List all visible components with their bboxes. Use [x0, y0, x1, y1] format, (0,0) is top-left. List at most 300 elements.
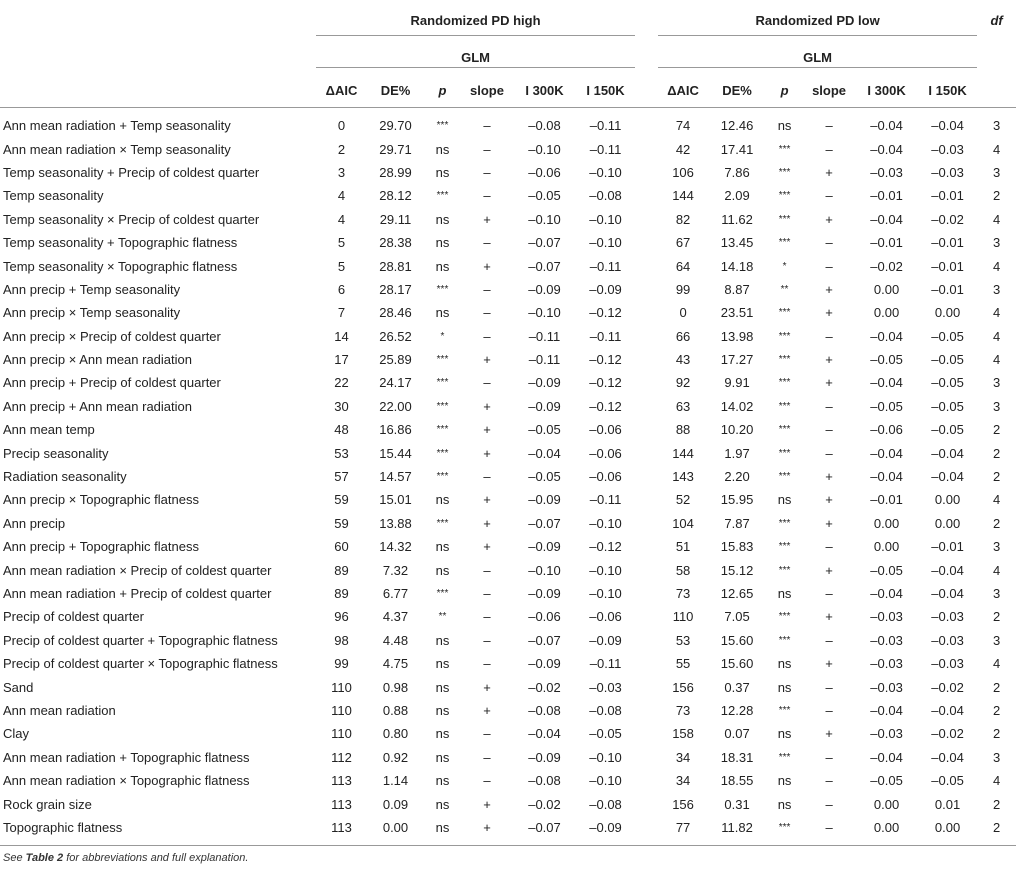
table-row [0, 137, 1016, 160]
de-low-cell: 2.09 [724, 188, 750, 204]
de-low-cell: 15.95 [720, 492, 754, 508]
de-high-cell: 28.99 [379, 164, 412, 180]
i150k-high-cell: –0.11 [589, 492, 622, 508]
group-spacer [635, 371, 658, 394]
df-cell: 3 [992, 398, 1001, 414]
col-header-de-high: DE% [367, 74, 424, 108]
daic-high-cell: 110 [331, 726, 352, 742]
model-cell: Rock grain size [3, 796, 92, 812]
daic-high-cell: 113 [331, 796, 352, 812]
daic-high-cell: 60 [334, 539, 349, 555]
p-high-cell: *** [436, 283, 449, 295]
de-high-cell: 0.88 [382, 702, 409, 718]
slope-low-cell: + [825, 352, 833, 368]
i150k-high-cell: –0.06 [589, 469, 622, 485]
daic-low-cell: 144 [672, 445, 694, 461]
p-low-cell: ns [777, 773, 792, 789]
slope-low-cell: – [825, 188, 833, 204]
table-body [0, 108, 1016, 846]
slope-high-cell: – [483, 164, 491, 180]
model-cell: Ann mean radiation + Precip of coldest quarter [3, 586, 272, 601]
de-low-cell: 0.37 [724, 679, 750, 695]
slope-low-cell: – [825, 141, 833, 157]
i150k-low-cell: –0.03 [931, 141, 964, 157]
p-high-cell: ns [435, 726, 450, 742]
col-header-daic-low: ΔAIC [658, 74, 708, 108]
i150k-high-cell: –0.11 [589, 141, 622, 157]
daic-high-cell: 113 [316, 816, 367, 846]
de-high-cell: 29.70 [379, 118, 412, 134]
slope-low-cell: – [825, 749, 833, 765]
p-high-cell: *** [436, 377, 449, 389]
de-low-cell: 15.12 [720, 562, 754, 578]
df-cell: 3 [992, 539, 1001, 555]
group-spacer [635, 325, 658, 348]
p-low-cell: *** [778, 237, 791, 249]
daic-high-cell: 112 [331, 749, 352, 765]
i150k-high-cell: –0.10 [589, 773, 622, 789]
slope-high-cell: – [483, 188, 491, 204]
i150k-high-cell: –0.05 [589, 726, 622, 742]
p-low-cell: *** [778, 517, 791, 529]
daic-high-cell: 6 [337, 281, 346, 297]
group-spacer [635, 301, 658, 324]
slope-high-cell: – [483, 305, 491, 321]
table-row [0, 792, 1016, 815]
group-low-header: Randomized PD low [755, 12, 880, 28]
col-header-p-low: p [766, 74, 803, 108]
model-cell: Precip of coldest quarter × Topographic flatness [3, 656, 278, 672]
de-low-cell: 14.18 [720, 258, 754, 274]
i150k-high-cell: –0.10 [589, 749, 622, 765]
de-low-cell: 14.02 [720, 398, 754, 414]
i300k-low-cell: –0.05 [870, 398, 903, 414]
slope-low-cell: – [803, 816, 855, 846]
model-cell: Ann mean temp [3, 422, 95, 438]
i150k-high-cell: –0.06 [589, 422, 622, 438]
de-low-cell: 13.45 [720, 235, 754, 251]
group-spacer [635, 278, 658, 301]
de-high-cell: 0.80 [382, 726, 409, 742]
de-low-cell: 0.31 [724, 796, 750, 812]
slope-low-cell: + [825, 726, 833, 742]
de-high-cell: 22.00 [379, 398, 412, 414]
df-cell: 2 [992, 679, 1001, 695]
table-row [0, 254, 1016, 277]
daic-high-cell: 110 [331, 702, 352, 718]
i150k-low-cell: 0.00 [918, 816, 977, 846]
i150k-high-cell: –0.11 [589, 118, 622, 134]
model-cell: Ann precip × Precip of coldest quarter [3, 328, 221, 344]
p-high-cell: ** [438, 611, 447, 623]
i150k-low-cell: –0.04 [931, 469, 964, 485]
group-spacer [635, 395, 658, 418]
slope-high-cell: + [483, 515, 491, 531]
p-high-cell: *** [436, 471, 449, 483]
de-low-cell: 23.51 [720, 305, 754, 321]
group-spacer [635, 108, 658, 138]
i150k-low-cell: –0.05 [931, 352, 964, 368]
de-low-cell: 1.97 [724, 445, 750, 461]
i300k-high-cell: –0.02 [528, 796, 561, 812]
p-high-cell: ns [424, 816, 461, 846]
model-cell: Ann mean radiation × Temp seasonality [3, 141, 231, 157]
slope-high-cell: + [483, 679, 491, 695]
col-header-daic-high: ΔAIC [316, 74, 367, 108]
de-low-cell: 7.05 [724, 609, 750, 625]
de-high-cell: 1.14 [382, 773, 409, 789]
daic-high-cell: 0 [337, 118, 346, 134]
de-high-cell: 4.48 [382, 632, 409, 648]
p-low-cell: *** [778, 634, 791, 646]
de-low-cell: 8.87 [724, 281, 750, 297]
p-low-cell: *** [778, 143, 791, 155]
table-header [0, 0, 1016, 108]
i300k-high-cell: –0.09 [528, 492, 561, 508]
group-spacer [635, 137, 658, 160]
df-cell: 4 [992, 211, 1001, 227]
p-high-cell: *** [436, 588, 449, 599]
p-low-cell: *** [778, 751, 791, 763]
de-high-cell: 29.11 [379, 211, 412, 227]
df-cell: 4 [992, 492, 1001, 508]
i150k-low-cell: –0.02 [931, 211, 964, 227]
daic-low-cell: 34 [675, 749, 691, 765]
group-high-rule [316, 35, 635, 36]
i150k-low-cell: –0.04 [931, 702, 964, 718]
daic-low-cell: 104 [672, 515, 694, 531]
i300k-low-cell: –0.03 [870, 656, 903, 672]
p-high-cell: ns [435, 632, 450, 648]
slope-high-cell: – [483, 632, 491, 648]
slope-low-cell: + [825, 656, 833, 672]
daic-high-cell: 57 [334, 469, 349, 485]
group-spacer [635, 418, 658, 441]
footnote-table-ref: Table 2 [25, 852, 64, 864]
i300k-low-cell: –0.05 [870, 773, 903, 789]
i150k-high-cell: –0.12 [589, 375, 622, 391]
table-row [0, 278, 1016, 301]
i300k-low-cell: –0.03 [870, 632, 903, 648]
i300k-high-cell: –0.05 [528, 422, 561, 438]
i300k-low-cell: –0.05 [870, 562, 903, 578]
df-header: df [990, 12, 1003, 28]
p-high-cell: ns [435, 773, 450, 789]
df-cell: 2 [992, 515, 1001, 531]
df-cell: 2 [992, 469, 1001, 485]
de-high-cell: 4.37 [382, 609, 409, 625]
i300k-low-cell: –0.01 [870, 235, 903, 251]
slope-high-cell: + [483, 211, 491, 227]
p-high-cell: ns [435, 702, 450, 718]
df-cell: 2 [992, 609, 1001, 625]
i300k-low-cell: –0.06 [870, 422, 903, 438]
p-low-cell: *** [778, 400, 791, 412]
p-high-cell: *** [436, 424, 449, 436]
i300k-low-cell: –0.01 [870, 188, 903, 204]
i150k-low-cell: –0.04 [931, 586, 964, 601]
model-cell: Sand [3, 679, 34, 695]
glm-high-header: GLM [461, 49, 490, 65]
de-high-cell: 15.01 [379, 492, 412, 508]
table-row [0, 488, 1016, 511]
i300k-high-cell: –0.07 [528, 515, 561, 531]
i300k-low-cell: –0.03 [870, 609, 903, 625]
slope-high-cell: + [461, 816, 513, 846]
de-low-cell: 12.65 [720, 586, 754, 601]
i150k-low-cell: 0.00 [934, 492, 961, 508]
i150k-low-cell: –0.04 [931, 445, 964, 461]
slope-high-cell: – [483, 773, 491, 789]
slope-high-cell: – [483, 749, 491, 765]
i300k-low-cell: 0.00 [873, 305, 900, 321]
i150k-high-cell: –0.10 [589, 586, 622, 601]
df-cell: 2 [992, 702, 1001, 718]
de-high-cell: 0.98 [382, 679, 409, 695]
i300k-high-cell: –0.09 [528, 656, 561, 672]
slope-high-cell: + [483, 702, 491, 718]
daic-low-cell: 52 [675, 492, 691, 508]
table-row [0, 605, 1016, 628]
daic-high-cell: 59 [334, 515, 349, 531]
model-cell: Ann precip × Ann mean radiation [3, 352, 192, 368]
slope-high-cell: + [483, 445, 491, 461]
p-high-cell: ns [435, 679, 450, 695]
table-row [0, 325, 1016, 348]
de-low-cell: 7.87 [724, 515, 750, 531]
de-high-cell: 28.38 [379, 235, 412, 251]
table-row [0, 161, 1016, 184]
model-cell: Radiation seasonality [3, 469, 127, 485]
i150k-low-cell: –0.02 [931, 726, 964, 742]
df-cell: 3 [992, 749, 1001, 765]
table-row [0, 699, 1016, 722]
p-low-cell: *** [778, 354, 791, 366]
de-low-cell: 18.55 [720, 773, 754, 789]
i150k-low-cell: –0.03 [931, 609, 964, 625]
group-spacer [635, 558, 658, 581]
p-low-cell: *** [778, 190, 791, 202]
model-cell: Ann mean radiation + Topographic flatness [3, 749, 250, 765]
de-high-cell: 15.44 [379, 445, 412, 461]
i300k-high-cell: –0.09 [528, 586, 561, 601]
slope-low-cell: – [825, 539, 833, 555]
group-spacer [635, 652, 658, 675]
i150k-high-cell: –0.11 [589, 328, 622, 344]
i150k-high-cell: –0.08 [589, 188, 622, 204]
de-low-cell: 10.20 [720, 422, 754, 438]
glm-low-header: GLM [803, 49, 833, 65]
p-low-cell: *** [778, 213, 791, 225]
slope-low-cell: – [825, 235, 833, 251]
p-low-cell: ns [777, 586, 792, 601]
group-spacer [635, 722, 658, 745]
df-cell: 4 [992, 305, 1001, 321]
group-spacer [635, 488, 658, 511]
table-row [0, 208, 1016, 231]
slope-high-cell: + [483, 398, 491, 414]
slope-low-cell: – [825, 796, 833, 812]
de-high-cell: 6.77 [382, 586, 409, 601]
p-high-cell: ns [435, 258, 450, 274]
model-cell: Temp seasonality × Precip of coldest quarter [3, 211, 260, 227]
daic-low-cell: 53 [675, 632, 691, 648]
i300k-high-cell: –0.08 [528, 773, 561, 789]
p-low-cell: ** [780, 283, 789, 295]
daic-high-cell: 3 [337, 164, 346, 180]
table-row [0, 746, 1016, 769]
table-row [0, 184, 1016, 207]
p-high-cell: ns [435, 235, 450, 251]
daic-low-cell: 67 [675, 235, 691, 251]
daic-low-cell: 92 [675, 375, 691, 391]
i300k-low-cell: –0.04 [870, 118, 903, 134]
table-row [0, 629, 1016, 652]
i150k-high-cell: –0.11 [589, 258, 622, 274]
de-high-cell: 14.32 [379, 539, 412, 555]
de-low-cell: 11.62 [721, 211, 753, 227]
p-high-cell: * [440, 330, 445, 342]
group-spacer [635, 208, 658, 231]
i150k-low-cell: 0.00 [934, 305, 961, 321]
model-cell: Ann mean radiation × Precip of coldest quarter [3, 562, 272, 578]
df-cell: 4 [992, 352, 1001, 368]
i150k-high-cell: –0.09 [576, 816, 635, 846]
i300k-low-cell: –0.05 [870, 352, 903, 368]
model-cell: Ann precip + Precip of coldest quarter [3, 375, 221, 391]
i300k-high-cell: –0.08 [528, 118, 561, 134]
de-high-cell: 24.17 [379, 375, 412, 391]
i150k-low-cell: –0.01 [931, 539, 964, 555]
i300k-low-cell: –0.03 [870, 679, 903, 695]
p-high-cell: ns [435, 305, 450, 321]
slope-low-cell: + [825, 515, 833, 531]
i150k-low-cell: –0.04 [931, 118, 964, 134]
de-low-cell: 15.83 [720, 539, 754, 555]
de-high-cell: 0.92 [382, 749, 409, 765]
p-low-cell: *** [778, 307, 791, 319]
slope-low-cell: + [825, 375, 833, 391]
p-low-cell: ns [777, 118, 792, 134]
glm-high-rule [316, 67, 635, 68]
de-low-cell: 9.91 [724, 375, 750, 391]
i150k-low-cell: –0.03 [931, 632, 964, 648]
p-high-cell: *** [436, 354, 449, 366]
group-spacer [635, 535, 658, 558]
de-low-cell: 11.82 [708, 816, 766, 846]
i300k-low-cell: –0.04 [870, 375, 903, 391]
col-header-p-high: p [424, 74, 461, 108]
model-cell: Precip seasonality [3, 445, 109, 461]
slope-low-cell: – [825, 773, 833, 789]
i300k-high-cell: –0.10 [528, 305, 561, 321]
i150k-low-cell: –0.05 [931, 328, 964, 344]
i300k-low-cell: –0.04 [870, 328, 903, 344]
i300k-low-cell: 0.00 [873, 539, 900, 555]
model-cell: Ann precip + Topographic flatness [3, 539, 199, 555]
slope-high-cell: – [483, 118, 491, 134]
slope-low-cell: – [825, 398, 833, 414]
daic-low-cell: 66 [675, 328, 691, 344]
i300k-high-cell: –0.02 [528, 679, 561, 695]
i300k-high-cell: –0.11 [528, 328, 561, 344]
table-row [0, 769, 1016, 792]
table-row [0, 535, 1016, 558]
i300k-high-cell: –0.09 [528, 375, 561, 391]
daic-low-cell: 156 [672, 679, 694, 695]
daic-low-cell: 143 [672, 469, 694, 485]
p-low-cell: *** [778, 377, 791, 389]
de-high-cell: 7.32 [382, 562, 409, 578]
p-high-cell: ns [435, 492, 450, 508]
i300k-high-cell: –0.08 [528, 702, 561, 718]
daic-high-cell: 7 [337, 305, 346, 321]
daic-high-cell: 110 [331, 679, 352, 695]
slope-low-cell: + [825, 562, 833, 578]
table-row [0, 465, 1016, 488]
de-high-cell: 28.17 [379, 281, 412, 297]
slope-high-cell: – [483, 235, 491, 251]
df-cell: 2 [992, 445, 1001, 461]
df-cell: 2 [992, 188, 1001, 204]
p-low-cell: *** [778, 330, 791, 342]
daic-high-cell: 48 [334, 422, 349, 438]
i300k-high-cell: –0.10 [528, 562, 561, 578]
p-high-cell: *** [436, 447, 449, 459]
slope-low-cell: – [825, 586, 833, 601]
p-high-cell: ns [435, 562, 450, 578]
model-cell: Ann precip + Ann mean radiation [3, 398, 192, 414]
i150k-low-cell: –0.05 [931, 375, 964, 391]
de-high-cell: 25.89 [379, 352, 412, 368]
footnote-suffix: for abbreviations and full explanation. [63, 852, 249, 864]
df-cell: 3 [992, 281, 1001, 297]
daic-high-cell: 113 [331, 773, 352, 789]
i300k-low-cell: –0.02 [870, 258, 903, 274]
daic-low-cell: 63 [675, 398, 691, 414]
col-header-i300k-high: I 300K [513, 74, 576, 108]
de-low-cell: 0.07 [724, 726, 750, 742]
i150k-high-cell: –0.12 [589, 398, 622, 414]
i150k-low-cell: –0.01 [931, 281, 964, 297]
i300k-high-cell: –0.07 [528, 258, 561, 274]
slope-high-cell: – [483, 328, 491, 344]
i300k-high-cell: –0.09 [528, 539, 561, 555]
table-row [0, 652, 1016, 675]
slope-high-cell: + [483, 352, 491, 368]
i150k-high-cell: –0.12 [589, 539, 622, 555]
i300k-low-cell: 0.00 [855, 816, 918, 846]
slope-low-cell: + [825, 609, 833, 625]
i150k-low-cell: –0.05 [931, 398, 964, 414]
table-row [0, 231, 1016, 254]
daic-low-cell: 77 [658, 816, 708, 846]
slope-low-cell: – [825, 258, 833, 274]
de-low-cell: 17.41 [720, 141, 754, 157]
i300k-low-cell: –0.04 [870, 445, 903, 461]
group-spacer [635, 675, 658, 698]
i300k-high-cell: –0.10 [528, 211, 561, 227]
i150k-low-cell: –0.04 [931, 562, 964, 578]
table-row [0, 395, 1016, 418]
df-cell: 3 [992, 632, 1001, 648]
i300k-high-cell: –0.07 [528, 632, 561, 648]
slope-high-cell: – [483, 375, 491, 391]
i150k-high-cell: –0.08 [589, 796, 622, 812]
p-low-cell: *** [778, 564, 791, 576]
daic-high-cell: 4 [337, 211, 346, 227]
model-cell: Ann precip [3, 515, 66, 531]
